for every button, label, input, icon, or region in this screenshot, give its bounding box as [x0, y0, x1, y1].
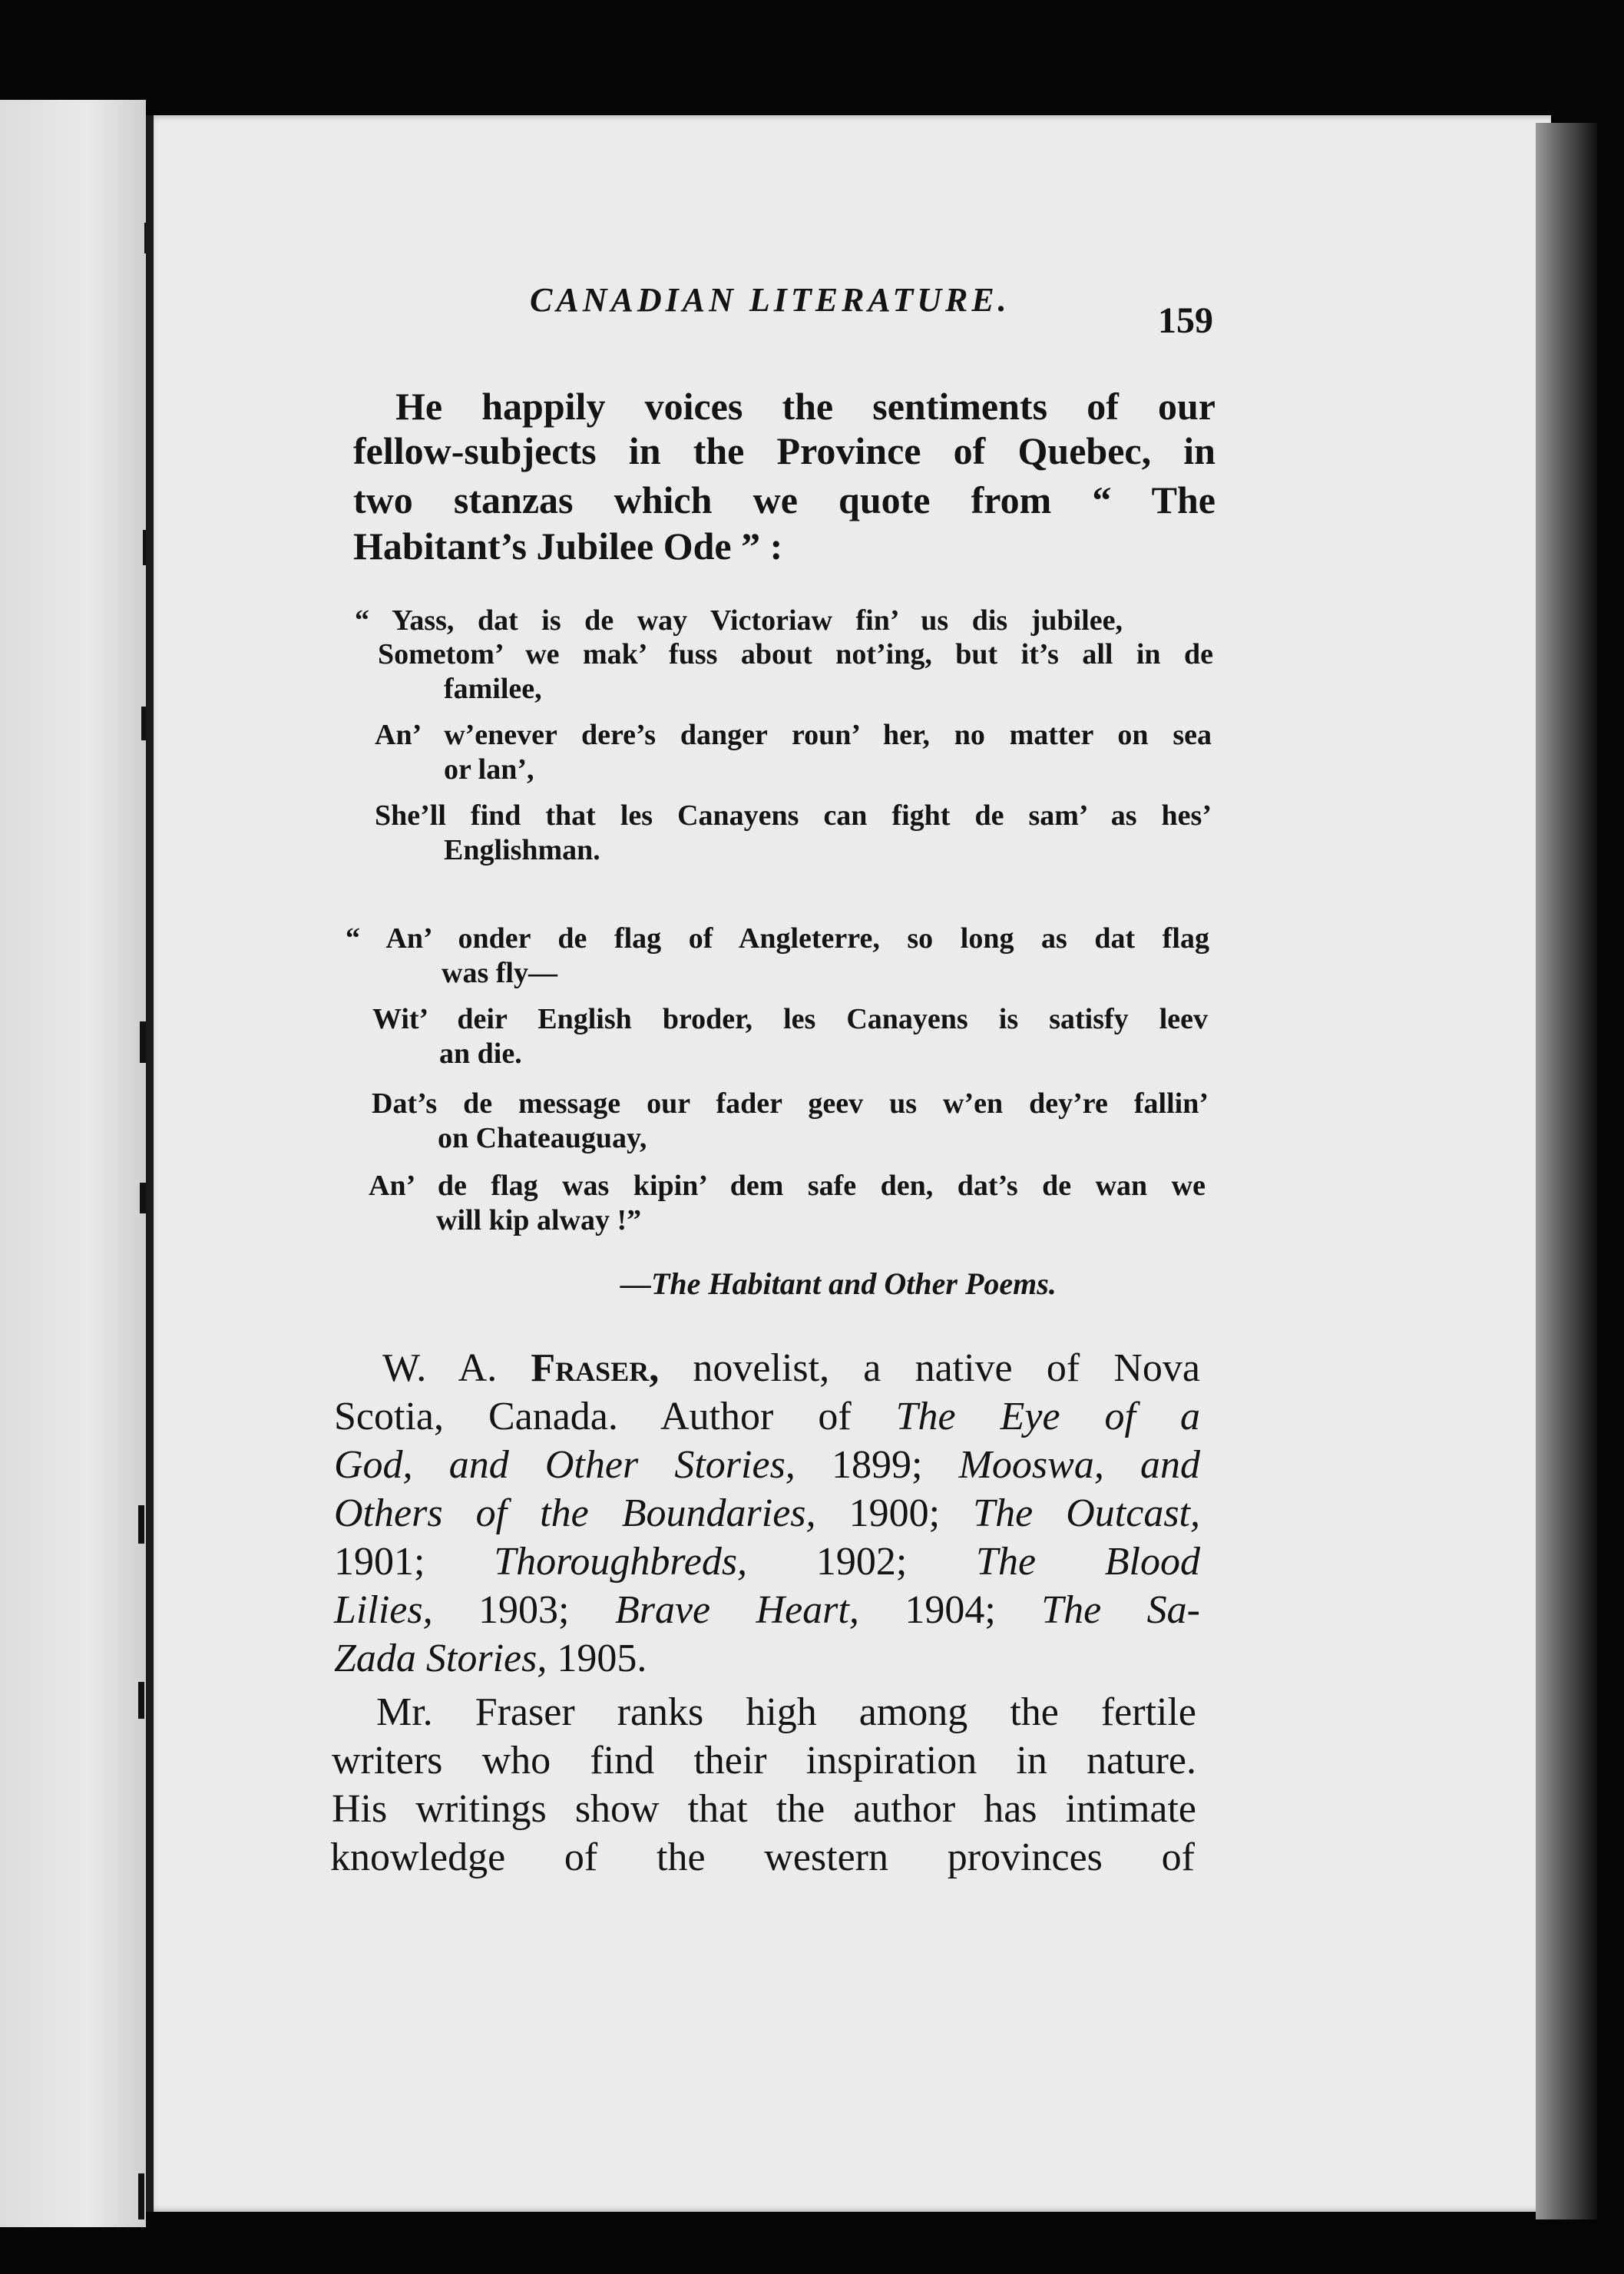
intro-line: Habitant’s Jubilee Ode ” :: [353, 525, 783, 568]
poem-line: Sometom’ we mak’ fuss about not’ing, but it’s all in de: [378, 638, 1213, 670]
poem-attribution: —The Habitant and Other Poems.: [620, 1266, 1057, 1301]
bio-line: Others of the Boundaries, 1900; The Outcast,: [334, 1491, 1201, 1535]
ink-mark: [138, 2173, 144, 2219]
previous-page-edge: [0, 100, 146, 2227]
poem-line: Wit’ deir English broder, les Canayens is satisfy leev: [372, 1003, 1208, 1035]
poem-line: or lan’,: [444, 753, 534, 786]
page-stack-edge: [1536, 123, 1597, 2219]
bio-line: W. A. Fraser, novelist, a native of Nova: [382, 1346, 1200, 1390]
poem-line: was fly—: [442, 957, 557, 989]
bio-line: Scotia, Canada. Author of The Eye of a: [334, 1395, 1200, 1438]
ink-mark: [138, 1682, 144, 1719]
poem-line: on Chateauguay,: [438, 1122, 647, 1154]
poem-line: will kip alway !”: [436, 1204, 642, 1236]
intro-line: He happily voices the sentiments of our: [395, 385, 1216, 428]
poem-line: familee,: [444, 673, 542, 705]
bio-line: His writings show that the author has intimate: [332, 1787, 1196, 1831]
ink-mark: [140, 1183, 146, 1213]
page-number: 159: [1158, 300, 1213, 341]
bio-line: God, and Other Stories, 1899; Mooswa, and: [334, 1443, 1200, 1487]
bio-line: Lilies, 1903; Brave Heart, 1904; The Sa-: [334, 1588, 1201, 1632]
bio-line: 1901; Thoroughbreds, 1902; The Blood: [334, 1540, 1200, 1584]
intro-line: two stanzas which we quote from “ The: [353, 478, 1216, 521]
poem-line: “ An’ onder de flag of Angleterre, so long as dat flag: [346, 922, 1209, 955]
bio-line: Zada Stories, 1905.: [334, 1637, 647, 1680]
bio-line: Mr. Fraser ranks high among the fertile: [376, 1690, 1196, 1734]
poem-line: an die.: [439, 1038, 522, 1070]
poem-line: Englishman.: [444, 834, 600, 866]
poem-line: An’ de flag was kipin’ dem safe den, dat’s de wan we: [369, 1170, 1206, 1202]
poem-line: “ Yass, dat is de way Victoriaw fin’ us dis jubilee,: [355, 604, 1123, 637]
poem-line: An’ w’enever dere’s danger roun’ her, no matter on sea: [375, 719, 1212, 751]
gutter-shadow: [146, 115, 154, 2212]
poem-line: She’ll find that les Canayens can fight de sam’ as hes’: [375, 799, 1212, 832]
intro-line: fellow-subjects in the Province of Quebec, in: [353, 429, 1216, 472]
bio-line: writers who find their inspiration in nature.: [332, 1739, 1196, 1782]
bio-line: knowledge of the western provinces of: [330, 1835, 1195, 1879]
poem-line: Dat’s de message our fader geev us w’en dey’re fallin’: [372, 1087, 1209, 1120]
ink-mark: [138, 1505, 144, 1544]
running-head: CANADIAN LITERATURE.: [530, 281, 1010, 319]
